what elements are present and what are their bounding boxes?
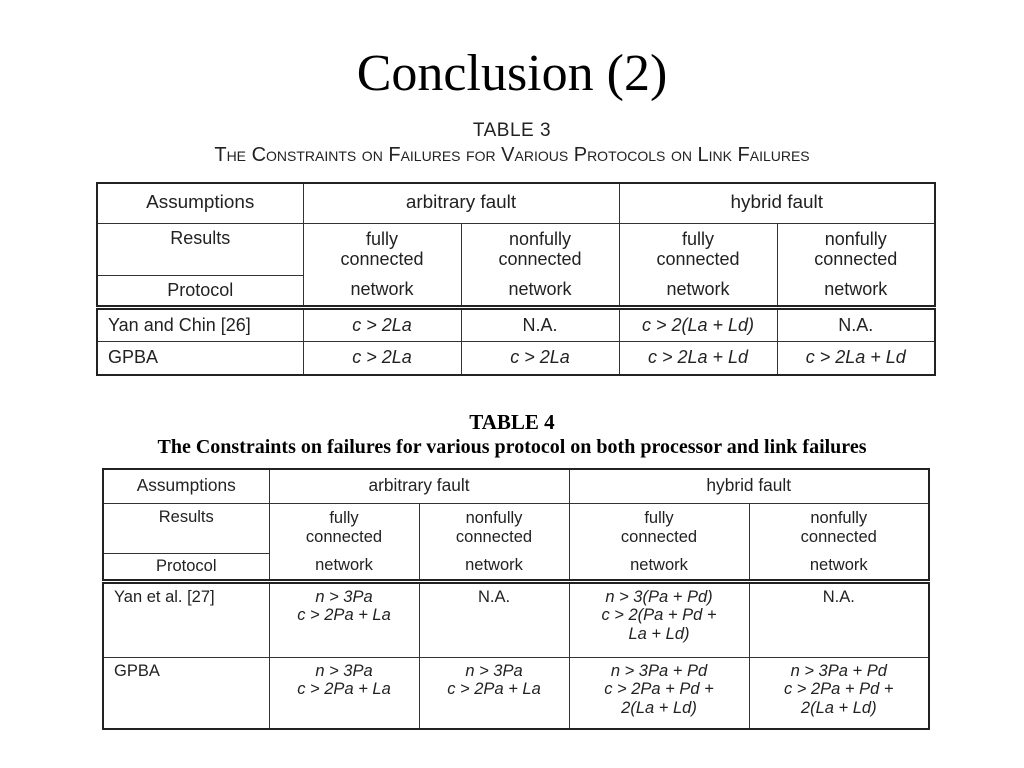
col2-network: network — [419, 553, 569, 581]
constraint-cell: c > 2(La + Ld) — [619, 307, 777, 341]
col2-network: network — [461, 275, 619, 307]
constraint-cell: N.A. — [461, 307, 619, 341]
constraint-cell: n > 3Pa + Pd c > 2Pa + Pd + 2(La + Ld) — [569, 657, 749, 729]
assumptions-header: Assumptions — [103, 469, 269, 503]
constraint-cell: n > 3Pa + Pd c > 2Pa + Pd + 2(La + Ld) — [749, 657, 929, 729]
col4-header: nonfully connected — [777, 223, 935, 275]
col3-header: fully connected — [619, 223, 777, 275]
constraint-cell: c > 2La + Ld — [619, 341, 777, 375]
assumptions-header: Assumptions — [97, 183, 303, 223]
results-header: Results — [103, 503, 269, 553]
col3-header: fully connected — [569, 503, 749, 553]
hybrid-fault-header: hybrid fault — [619, 183, 935, 223]
col1-header: fully connected — [303, 223, 461, 275]
slide-title: Conclusion (2) — [356, 45, 668, 102]
protocol-name: Yan and Chin [26] — [97, 307, 303, 341]
table-row — [103, 657, 929, 729]
table3-caption: The Constraints on Failures for Various Protocols on Link Failures — [214, 144, 810, 166]
table-row — [97, 341, 935, 375]
table-row — [103, 581, 929, 657]
constraint-cell: c > 2La — [303, 341, 461, 375]
col3-network: network — [619, 275, 777, 307]
table-row — [97, 307, 935, 341]
table4-number: TABLE 4 — [469, 410, 555, 434]
col4-network: network — [777, 275, 935, 307]
table3 — [96, 182, 936, 376]
arbitrary-fault-header: arbitrary fault — [303, 183, 619, 223]
constraint-cell: n > 3Pa c > 2Pa + La — [269, 657, 419, 729]
protocol-name: Yan et al. [27] — [103, 581, 269, 657]
col4-header: nonfully connected — [749, 503, 929, 553]
col4-network: network — [749, 553, 929, 581]
constraint-cell: n > 3Pa c > 2Pa + La — [269, 581, 419, 657]
results-header: Results — [97, 223, 303, 275]
constraint-cell: N.A. — [749, 581, 929, 657]
protocol-name: GPBA — [103, 657, 269, 729]
col1-header: fully connected — [269, 503, 419, 553]
constraint-cell: N.A. — [419, 581, 569, 657]
constraint-cell: n > 3Pa c > 2Pa + La — [419, 657, 569, 729]
protocol-header: Protocol — [97, 275, 303, 307]
col2-header: nonfully connected — [419, 503, 569, 553]
hybrid-fault-header: hybrid fault — [569, 469, 929, 503]
arbitrary-fault-header: arbitrary fault — [269, 469, 569, 503]
protocol-name: GPBA — [97, 341, 303, 375]
col2-header: nonfully connected — [461, 223, 619, 275]
table4-caption: The Constraints on failures for various protocol on both processor and link failures — [157, 436, 867, 458]
table3-number: TABLE 3 — [472, 120, 552, 141]
col1-network: network — [269, 553, 419, 581]
table4 — [102, 468, 930, 730]
constraint-cell: c > 2La — [461, 341, 619, 375]
col1-network: network — [303, 275, 461, 307]
constraint-cell: N.A. — [777, 307, 935, 341]
constraint-cell: n > 3(Pa + Pd) c > 2(Pa + Pd + La + Ld) — [569, 581, 749, 657]
constraint-cell: c > 2La + Ld — [777, 341, 935, 375]
protocol-header: Protocol — [103, 553, 269, 581]
col3-network: network — [569, 553, 749, 581]
constraint-cell: c > 2La — [303, 307, 461, 341]
